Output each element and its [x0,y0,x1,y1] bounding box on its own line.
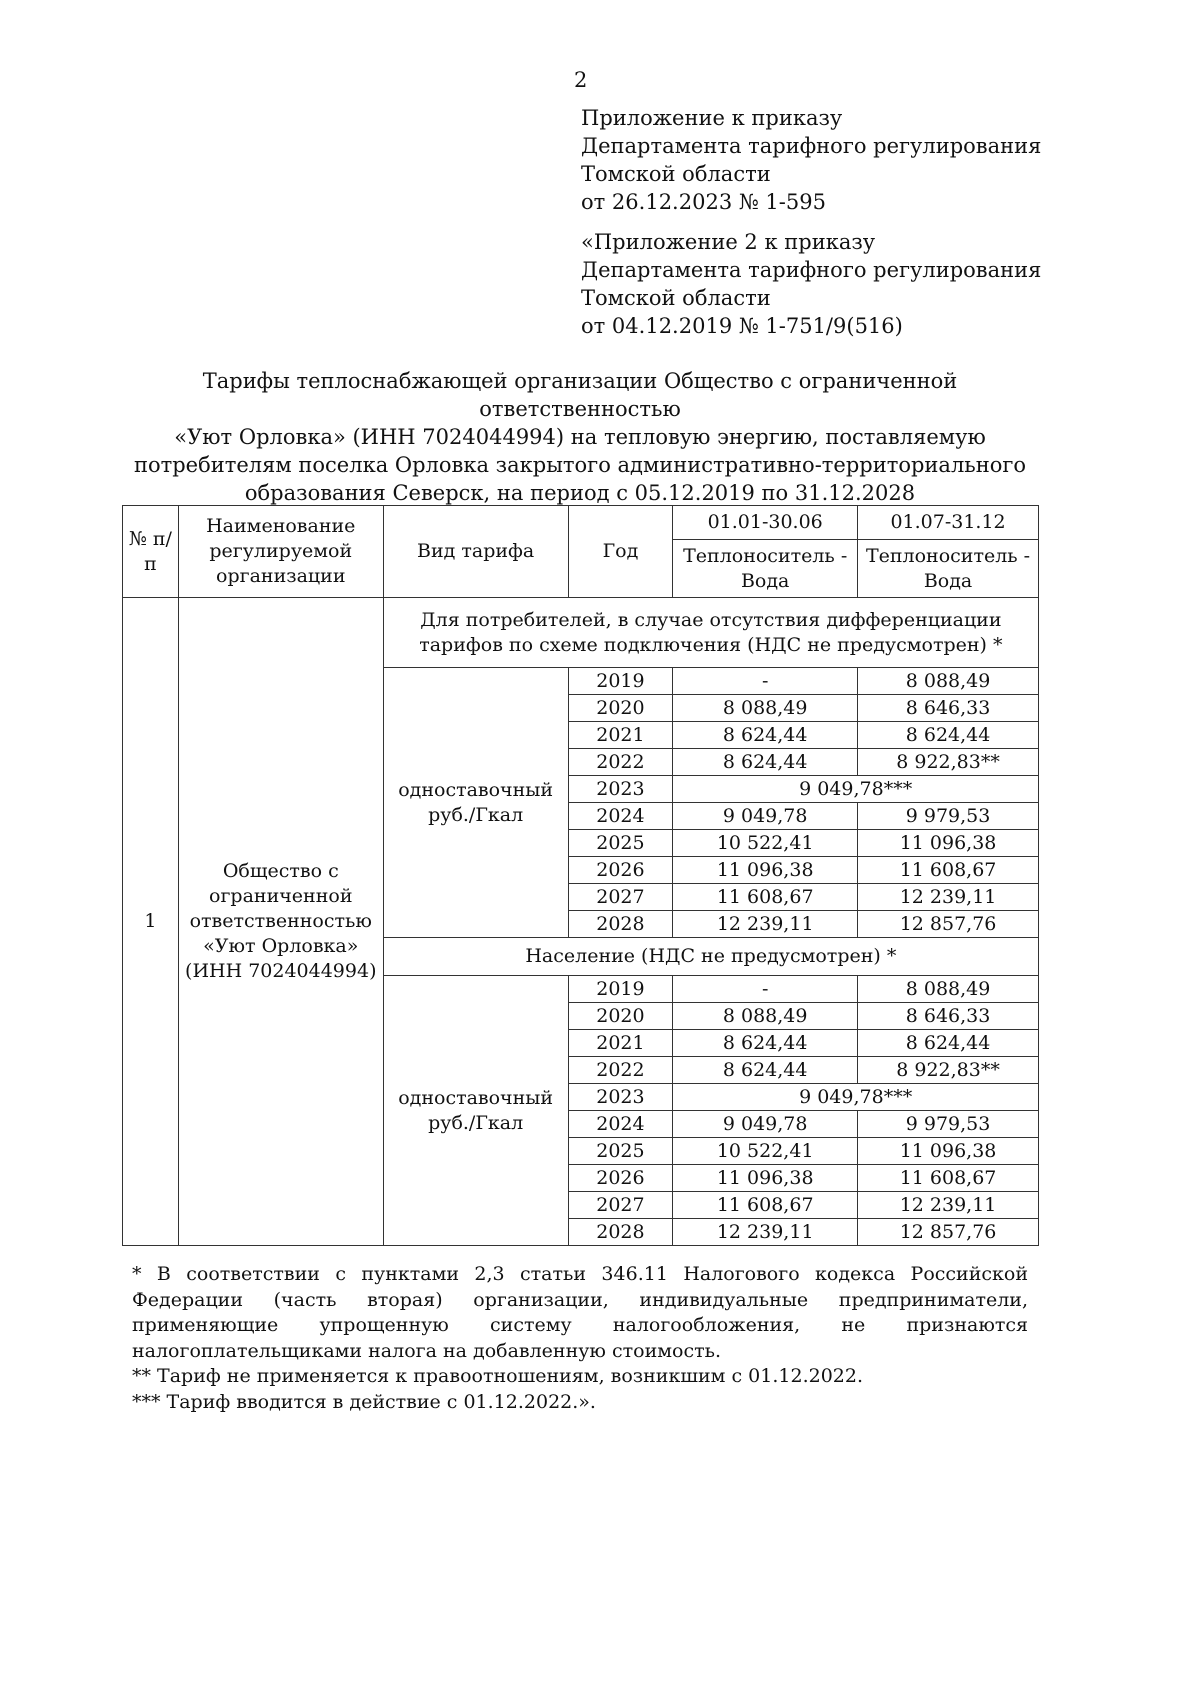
tariff-h1: 8 624,44 [673,1030,858,1057]
tariff-h1: 10 522,41 [673,1138,858,1165]
appendix-header [581,104,1041,216]
title-line: образования Северск, на период с 05.12.2019 по 31.12.2028 [244,481,916,505]
tariff-h1: 8 624,44 [673,749,858,776]
tariff-h2: 11 608,67 [858,857,1039,884]
tariff-h1: 11 608,67 [673,1192,858,1219]
tariff-h2: 12 239,11 [858,1192,1039,1219]
tariff-h2: 12 239,11 [858,884,1039,911]
tariff-h1: 8 624,44 [673,722,858,749]
tariff-h2: 9 979,53 [858,1111,1039,1138]
tariff-h1: - [673,668,858,695]
tariff-h1: 11 096,38 [673,857,858,884]
year-cell: 2019 [568,668,673,695]
appendix-header-line: Департамента тарифного регулирования [581,258,1042,282]
appendix-header-line: «Приложение 2 к приказу [581,230,876,254]
header-tariff-type: Вид тарифа [383,506,568,598]
title-line: Тарифы теплоснабжающей организации Общество с ограниченной ответственностью [202,369,958,421]
section-title: Население (НДС не предусмотрен) * [383,938,1038,976]
year-cell: 2027 [568,1192,673,1219]
tariff-h2: 12 857,76 [858,1219,1039,1246]
year-cell: 2025 [568,830,673,857]
tariff-table [122,505,1039,1246]
year-cell: 2026 [568,1165,673,1192]
tariff-h1: 12 239,11 [673,911,858,938]
year-cell: 2028 [568,911,673,938]
row-number: 1 [123,598,179,1246]
header-carrier-2: Теплоноситель - Вода [858,540,1039,598]
tariff-h1: 11 096,38 [673,1165,858,1192]
title-line: «Уют Орловка» (ИНН 7024044994) на тепловую энергию, поставляемую [174,425,986,449]
tariff-merged: 9 049,78*** [673,776,1039,803]
tariff-merged: 9 049,78*** [673,1084,1039,1111]
year-cell: 2024 [568,1111,673,1138]
year-cell: 2028 [568,1219,673,1246]
appendix-header-line: Томской области [581,286,771,310]
year-cell: 2023 [568,1084,673,1111]
tariff-h2: 12 857,76 [858,911,1039,938]
tariff-h1: 10 522,41 [673,830,858,857]
original-appendix-header [581,228,1041,340]
header-org: Наименование регулируемой организации [178,506,383,598]
header-period-2: 01.07-31.12 [858,506,1039,540]
tariff-h2: 8 624,44 [858,1030,1039,1057]
footnotes [132,1262,1028,1415]
section-title: Для потребителей, в случае отсутствия дифференциации тарифов по схеме подключения (НДС не предусмотрен) * [383,598,1038,668]
appendix-header-line: Департамента тарифного регулирования [581,134,1042,158]
tariff-h1: 9 049,78 [673,803,858,830]
footnote-vat: * В соответствии с пунктами 2,3 статьи 346.11 Налогового кодекса Российской Федерации (часть вторая) организации, индивидуальные предприниматели, применяющие упрощенную систему налогообложения, не признаются налогоплательщиками налога на добавленную стоимость. [132,1263,1028,1362]
tariff-h2: 11 096,38 [858,1138,1039,1165]
appendix-header-line: Приложение к приказу [581,106,843,130]
page-number: 2 [574,68,588,92]
tariff-h1: 11 608,67 [673,884,858,911]
header-carrier-1: Теплоноситель - Вода [673,540,858,598]
tariff-h2: 11 608,67 [858,1165,1039,1192]
header-num: № п/п [123,506,179,598]
tariff-h2: 8 646,33 [858,695,1039,722]
document-title [122,367,1038,507]
tariff-h1: 8 088,49 [673,1003,858,1030]
header-period-1: 01.01-30.06 [673,506,858,540]
footnote-triple-star: *** Тариф вводится в действие с 01.12.2022.». [132,1390,596,1413]
year-cell: 2022 [568,1057,673,1084]
appendix-header-line: Томской области [581,162,771,186]
year-cell: 2022 [568,749,673,776]
year-cell: 2021 [568,1030,673,1057]
year-cell: 2020 [568,1003,673,1030]
tariff-h2: 8 088,49 [858,976,1039,1003]
tariff-h2: 8 922,83** [858,1057,1039,1084]
tariff-type: одноставочный руб./Гкал [383,668,568,938]
tariff-h1: 8 624,44 [673,1057,858,1084]
year-cell: 2020 [568,695,673,722]
tariff-h2: 8 088,49 [858,668,1039,695]
year-cell: 2019 [568,976,673,1003]
organization-name: Общество с ограниченной ответственностью «Уют Орловка» (ИНН 7024044994) [178,598,383,1246]
tariff-h1: 12 239,11 [673,1219,858,1246]
year-cell: 2027 [568,884,673,911]
year-cell: 2025 [568,1138,673,1165]
footnote-double-star: ** Тариф не применяется к правоотношениям, возникшим с 01.12.2022. [132,1365,863,1387]
tariff-h1: 8 088,49 [673,695,858,722]
tariff-type: одноставочный руб./Гкал [383,976,568,1246]
year-cell: 2021 [568,722,673,749]
appendix-header-line: от 26.12.2023 № 1-595 [581,190,826,214]
tariff-h2: 8 922,83** [858,749,1039,776]
tariff-h2: 8 646,33 [858,1003,1039,1030]
tariff-h2: 8 624,44 [858,722,1039,749]
title-line: потребителям поселка Орловка закрытого административно-территориального [133,453,1027,477]
header-year: Год [568,506,673,598]
tariff-h1: 9 049,78 [673,1111,858,1138]
tariff-h1: - [673,976,858,1003]
year-cell: 2026 [568,857,673,884]
year-cell: 2023 [568,776,673,803]
appendix-header-line: от 04.12.2019 № 1-751/9(516) [581,314,903,338]
tariff-h2: 11 096,38 [858,830,1039,857]
year-cell: 2024 [568,803,673,830]
tariff-h2: 9 979,53 [858,803,1039,830]
